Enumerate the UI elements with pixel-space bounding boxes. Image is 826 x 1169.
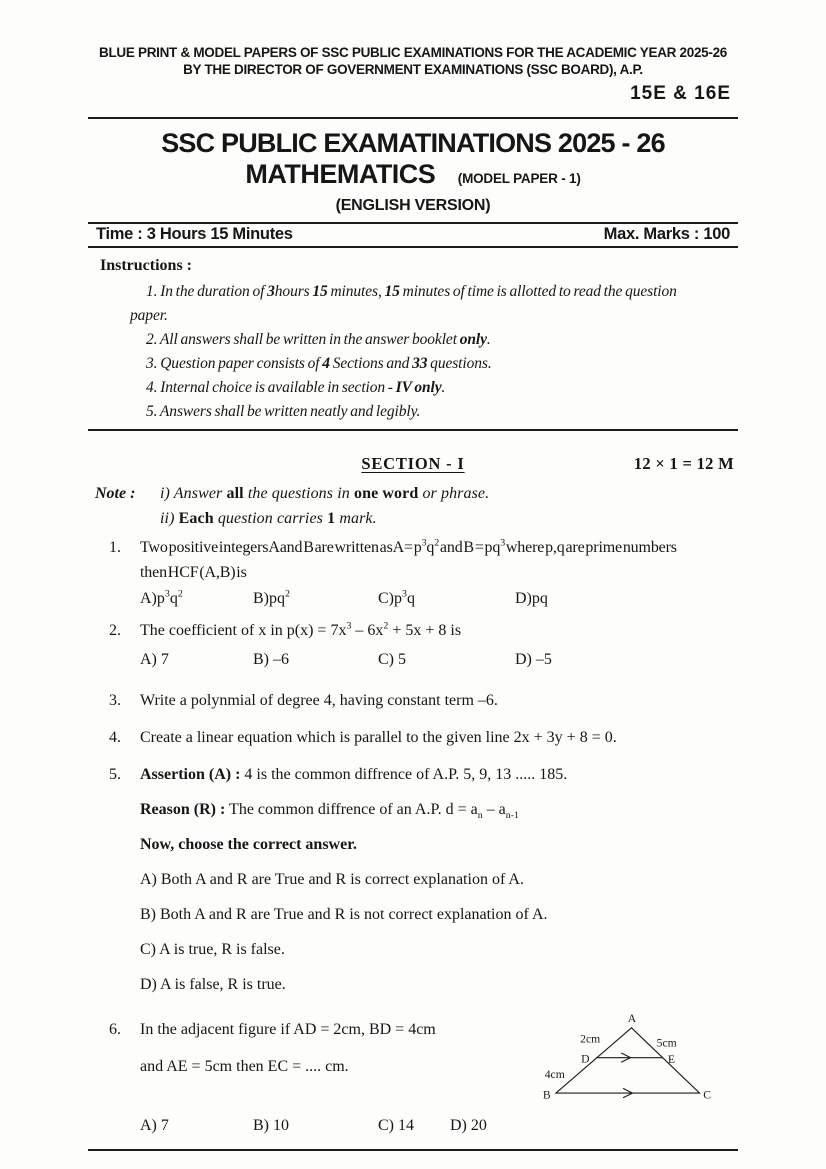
- subject-row: [0, 159, 826, 194]
- instruction-item-5: 5. Answers shall be written neatly and legibly.: [146, 403, 421, 420]
- question-6-text: [140, 1017, 541, 1079]
- instructions-list: [130, 280, 730, 424]
- option-c: C) 14: [378, 1117, 414, 1135]
- question-6: [95, 1012, 731, 1138]
- question-6-options: [140, 1113, 731, 1138]
- question-3-text: Write a polynmial of degree 4, having constant term –6.: [140, 692, 498, 709]
- option-d: D)pq: [515, 590, 548, 607]
- instruction-item-1: 1. In the duration of 3hours 15 minutes, 15 minutes of time is allotted to read the question paper.: [130, 283, 677, 324]
- divider-rule-instructions: [88, 429, 738, 431]
- option-a: A) 7: [140, 1117, 169, 1135]
- assertion-text: Assertion (A) : 4 is the common diffrence of A.P. 5, 9, 13 ..... 185.: [140, 766, 568, 783]
- note-line-1: i) Answer all the questions in one word or phrase.: [160, 485, 490, 502]
- vertex-label-d: D: [581, 1052, 590, 1066]
- question-1-text: Two positive integers A and B are written as $A = p^3q^2$ and $B = pq^3$ where p,q are prime numbers then HCF (A,B) is: [140, 537, 677, 581]
- option-c: C) 5: [378, 651, 406, 668]
- question-2: [95, 618, 731, 672]
- paper-codes: 15E & 16E: [630, 83, 731, 104]
- divider-rule-bottom: [88, 1149, 738, 1151]
- instruction-item-3: 3. Question paper consists of 4 Sections and 33 questions.: [146, 355, 492, 372]
- choice-line-b: B) Both A and R are True and R is not correct explanation of A.: [140, 906, 548, 923]
- model-paper-label: (MODEL PAPER - 1): [457, 171, 581, 186]
- note-label: Note :: [95, 485, 136, 502]
- answer-prompt: Now, choose the correct answer.: [140, 836, 357, 853]
- document-header: [0, 0, 826, 105]
- version-label: (ENGLISH VERSION): [335, 197, 491, 214]
- header-line-1: BLUE PRINT & MODEL PAPERS OF SSC PUBLIC EXAMINATIONS FOR THE ACADEMIC YEAR 2025-26: [99, 45, 727, 60]
- question-2-number: 2.: [109, 622, 121, 639]
- question-3-number: 3.: [109, 692, 121, 709]
- instruction-item-2: 2. All answers shall be written in the answer booklet only.: [146, 331, 491, 348]
- question-4-text: Create a linear equation which is parallel to the given line 2x + 3y + 8 = 0.: [140, 729, 617, 746]
- triangle-figure: [541, 1011, 723, 1104]
- divider-rule-top: [88, 117, 738, 119]
- vertex-label-e: E: [667, 1053, 676, 1067]
- question-4: [95, 725, 731, 750]
- question-5: [95, 762, 731, 997]
- vertex-label-c: C: [703, 1088, 712, 1102]
- choice-line-d: D) A is false, R is true.: [140, 976, 286, 993]
- vertex-label-a: A: [627, 1012, 637, 1026]
- figure-label-4cm: 4cm: [544, 1068, 565, 1082]
- option-a: $A)p^3q^2$: [140, 588, 183, 607]
- instruction-item-4: 4. Internal choice is available in section - IV only.: [146, 379, 446, 396]
- option-c: $C)p^3q$: [378, 588, 415, 607]
- option-d: D) –5: [515, 651, 552, 668]
- option-d: D) 20: [450, 1117, 487, 1135]
- question-2-options: [140, 647, 731, 672]
- section-marks: 12 × 1 = 12 M: [633, 454, 734, 473]
- option-b: $B)pq^2$: [253, 588, 290, 607]
- question-6-line-1: In the adjacent figure if AD = 2cm, BD = 4cm: [140, 1021, 436, 1038]
- question-5-number: 5.: [109, 766, 121, 783]
- question-4-number: 4.: [109, 729, 121, 746]
- question-6-line-2: and AE = 5cm then EC = .... cm.: [140, 1058, 349, 1075]
- note-line-2: ii) Each question carries 1 mark.: [160, 510, 377, 527]
- option-a: A) 7: [140, 651, 169, 668]
- exam-title: SSC PUBLIC EXAMATINATIONS 2025 - 26: [161, 128, 665, 158]
- triangle-outline: [556, 1028, 700, 1093]
- question-3: [95, 688, 731, 713]
- question-1-options: [140, 586, 731, 611]
- figure-label-2cm: 2cm: [580, 1032, 601, 1046]
- option-b: B) 10: [253, 1117, 289, 1135]
- section-title: SECTION - I: [361, 454, 465, 473]
- instructions-section: [0, 257, 826, 424]
- question-1: [95, 535, 731, 611]
- max-marks: Max. Marks : 100: [603, 225, 730, 243]
- question-6-number: 6.: [109, 1021, 121, 1038]
- question-1-number: 1.: [109, 539, 121, 556]
- time-allowed: Time : 3 Hours 15 Minutes: [96, 225, 293, 243]
- figure-label-5cm: 5cm: [656, 1036, 677, 1050]
- time-marks-bar: [88, 222, 738, 248]
- question-2-text: The coefficient of x in $p(x) = 7x^3 - 6x^2 + 5x + 8$ is: [140, 620, 462, 639]
- vertex-label-b: B: [542, 1088, 551, 1102]
- choice-line-a: A) Both A and R are True and R is correct explanation of A.: [140, 871, 524, 888]
- question-list: [95, 535, 731, 1138]
- option-b: B) –6: [253, 651, 289, 668]
- header-line-2: BY THE DIRECTOR OF GOVERNMENT EXAMINATIONS (SSC BOARD), A.P.: [183, 62, 643, 77]
- section-1-header: [0, 454, 826, 474]
- reason-text: Reason (R) : The common diffrence of an A.P. $d = a_n - a_{n-1}$: [140, 801, 519, 822]
- section-note: [95, 481, 736, 531]
- question-6-body: [140, 1012, 731, 1104]
- title-block: [0, 128, 826, 215]
- instructions-heading: Instructions :: [100, 257, 193, 274]
- subject-title: MATHEMATICS: [245, 159, 436, 189]
- choice-line-c: C) A is true, R is false.: [140, 941, 285, 958]
